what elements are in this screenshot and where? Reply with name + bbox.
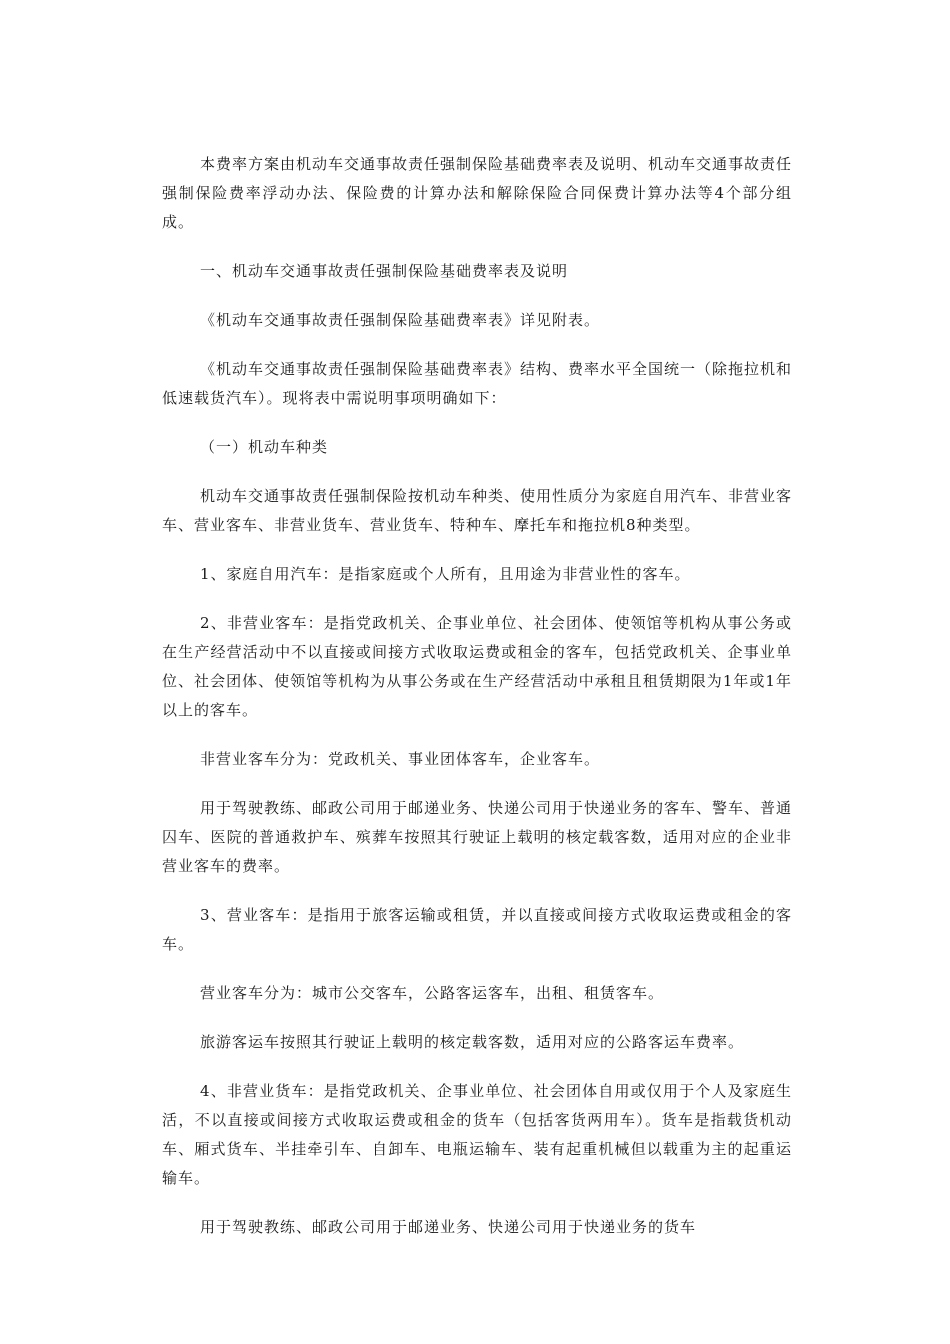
section-heading-1: 一、机动车交通事故责任强制保险基础费率表及说明 <box>200 262 569 280</box>
paragraph-special-truck-use: 用于驾驶教练、邮政公司用于邮递业务、快递公司用于快递业务的货车 <box>200 1218 697 1236</box>
paragraph-rate-table-structure: 《机动车交通事故责任强制保险基础费率表》结构、费率水平全国统一（除拖拉机和低速载货汽车）。现将表中需说明事项明确如下： <box>162 360 793 407</box>
paragraph-special-passenger-use: 用于驾驶教练、邮政公司用于邮递业务、快递公司用于快递业务的客车、警车、普通囚车、医院的普通救护车、殡葬车按照其行驶证上载明的核定载客数，适用对应的企业非营业客车的费率。 <box>162 799 793 875</box>
intro-paragraph: 本费率方案由机动车交通事故责任强制保险基础费率表及说明、机动车交通事故责任强制保险费率浮动办法、保险费的计算办法和解除保险合同保费计算办法等4个部分组成。 <box>162 155 793 231</box>
document-body <box>162 150 792 1262</box>
paragraph-vehicle-categories: 机动车交通事故责任强制保险按机动车种类、使用性质分为家庭自用汽车、非营业客车、营业客车、非营业货车、营业货车、特种车、摩托车和拖拉机8种类型。 <box>162 487 793 534</box>
paragraph-tourist-coach: 旅游客运车按照其行驶证上载明的核定载客数，适用对应的公路客运车费率。 <box>200 1033 745 1051</box>
paragraph-item-1: 1、家庭自用汽车：是指家庭或个人所有，且用途为非营业性的客车。 <box>200 565 691 583</box>
paragraph-item-4: 4、非营业货车：是指党政机关、企事业单位、社会团体自用或仅用于个人及家庭生活，不以直接或间接方式收取运费或租金的货车（包括客货两用车）。货车是指载货机动车、厢式货车、半挂牵引车、自卸车、电瓶运输车、装有起重机械但以载重为主的起重运输车。 <box>162 1082 792 1187</box>
paragraph-item-3: 3、营业客车：是指用于旅客运输或租赁，并以直接或间接方式收取运费或租金的客车。 <box>162 906 792 953</box>
paragraph-item-2: 2、非营业客车：是指党政机关、企事业单位、社会团体、使领馆等机构从事公务或在生产经营活动中不以直接或间接方式收取运费或租金的客车，包括党政机关、企事业单位、社会团体、使领馆等机构为从事公务或在生产经营活动中承租且租赁期限为1年或1年以上的客车。 <box>162 614 792 719</box>
paragraph-nonbusiness-passenger-types: 非营业客车分为：党政机关、事业团体客车，企业客车。 <box>200 750 601 768</box>
subsection-heading-vehicle-types: （一）机动车种类 <box>200 438 329 456</box>
paragraph-business-passenger-types: 营业客车分为：城市公交客车，公路客运客车，出租、租赁客车。 <box>200 984 665 1002</box>
paragraph-rate-table-ref: 《机动车交通事故责任强制保险基础费率表》详见附表。 <box>200 311 601 329</box>
